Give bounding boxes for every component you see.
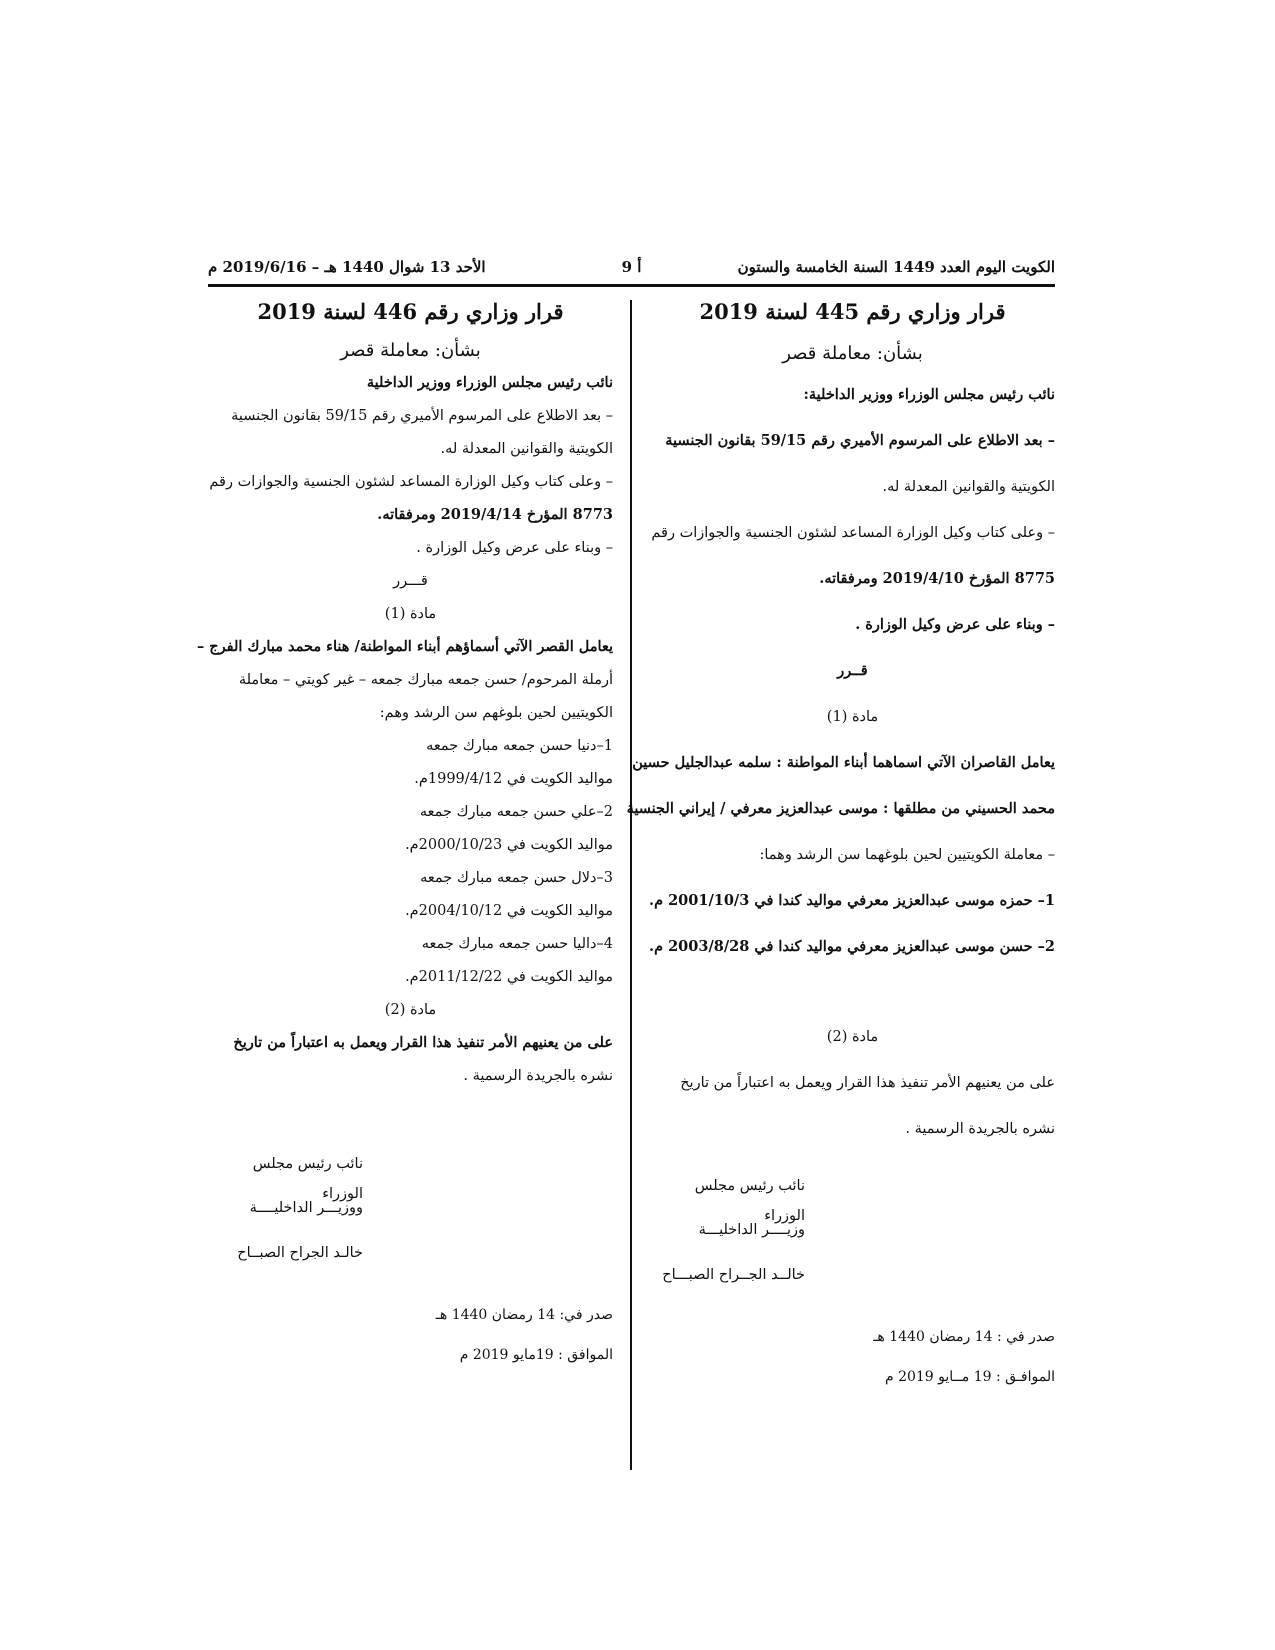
child-birth: مواليد الكويت في 2004/10/12م. (405, 903, 613, 919)
article-2-line: على من يعنيهم الأمر تنفيذ هذا القرار ويعمل به اعتباراً من تاريخ (233, 1034, 613, 1051)
preamble-line: 8775 المؤرخ 2019/4/10 ومرفقاته. (819, 570, 1055, 587)
decision-title: قرار وزاري رقم 446 لسنة 2019 (257, 299, 564, 324)
page-number: أ 9 (621, 258, 642, 276)
child-name: 4–داليا حسن جمعه مبارك جمعه (421, 936, 613, 952)
issued-gregorian: الموافق : 19مايو 2019 م (459, 1346, 613, 1363)
decided-heading: قـــرر (393, 573, 428, 589)
article-2-label: مادة (2) (826, 1029, 879, 1045)
child-birth: مواليد الكويت في 1999/4/12م. (414, 771, 613, 787)
signature-block (650, 1171, 1055, 1290)
issued-hijri: صدر في : 14 رمضان 1440 هـ (873, 1328, 1055, 1345)
decision-445 (626, 296, 1055, 1404)
issued-gregorian: الموافـق : 19 مــايو 2019 م (884, 1368, 1055, 1385)
issue-date-block (650, 1324, 1055, 1390)
preamble-line: – وبناء على عرض وكيل الوزارة . (416, 540, 613, 556)
signature-line: ووزيـــر الداخليــــة (249, 1200, 363, 1216)
article-1-line: – معاملة الكويتيين لحين بلوغهما سن الرشد وهما: (759, 847, 1055, 863)
child-entry: 1– حمزه موسى عبدالعزيز معرفي مواليد كندا في 2001/10/3 م. (649, 892, 1055, 909)
preamble-line: 8773 المؤرخ 2019/4/14 ومرفقاته. (377, 506, 613, 523)
signature-line: وزيــــر الداخليـــة (698, 1222, 805, 1238)
child-name: 1–دنيا حسن جمعه مبارك جمعه (426, 738, 613, 754)
child-name: 2–علي حسن جمعه مبارك جمعه (419, 804, 613, 820)
preamble-line: – وبناء على عرض وكيل الوزارة . (855, 616, 1055, 633)
decision-446 (196, 296, 613, 1382)
decision-subject: بشأن: معاملة قصر (340, 340, 481, 361)
signature-block (208, 1149, 613, 1268)
child-entry: 2– حسن موسى عبدالعزيز معرفي مواليد كندا في 2003/8/28 م. (649, 938, 1055, 955)
preamble-line: – بعد الاطلاع على المرسوم الأميري رقم 59/15 بقانون الجنسية (665, 432, 1055, 449)
preamble-line: الكويتية والقوانين المعدلة له. (882, 479, 1055, 495)
gazette-issue: الكويت اليوم العدد 1449 السنة الخامسة والستون (737, 258, 1055, 276)
preamble-line: – وعلى كتاب وكيل الوزارة المساعد لشئون الجنسية والجوازات رقم (209, 474, 613, 490)
spacer (208, 1094, 613, 1134)
article-2-line: على من يعنيهم الأمر تنفيذ هذا القرار ويعمل به اعتباراً من تاريخ (680, 1075, 1055, 1091)
page-header (208, 258, 1055, 284)
column-divider (630, 300, 632, 1470)
article-1-label: مادة (1) (384, 606, 437, 622)
issuer-line: نائب رئيس مجلس الوزراء ووزير الداخلية (366, 374, 613, 391)
issue-date-block (208, 1302, 613, 1368)
article-1-label: مادة (1) (826, 709, 879, 725)
article-1-line: محمد الحسيني من مطلقها : موسى عبدالعزيز معرفي / إيراني الجنسية (626, 800, 1055, 817)
decision-title: قرار وزاري رقم 445 لسنة 2019 (699, 299, 1006, 324)
spacer (650, 974, 1055, 1018)
article-1-line: أرملة المرحوم/ حسن جمعه مبارك جمعه – غير كويتي – معاملة (238, 672, 613, 688)
header-rule (208, 284, 1055, 287)
signature-line: خالــد الجــراح الصبـــاح (662, 1266, 805, 1283)
article-1-line: يعامل القاصران الآتي اسماهما أبناء المواطنة : سلمه عبدالجليل حسين (632, 754, 1055, 771)
decision-subject: بشأن: معاملة قصر (782, 343, 923, 364)
preamble-line: – بعد الاطلاع على المرسوم الأميري رقم 59/15 بقانون الجنسية (231, 408, 613, 424)
article-1-line: يعامل القصر الآتي أسماؤهم أبناء المواطنة/ هناء محمد مبارك الفرج – (196, 638, 613, 655)
decided-heading: قــرر (837, 662, 868, 679)
preamble-line: الكويتية والقوانين المعدلة له. (440, 441, 613, 457)
article-2-label: مادة (2) (384, 1002, 437, 1018)
article-2-line: نشره بالجريدة الرسمية . (905, 1121, 1055, 1137)
signature-line: نائب رئيس مجلس الوزراء (252, 1155, 363, 1202)
child-birth: مواليد الكويت في 2000/10/23م. (405, 837, 613, 853)
signature-line: خالـد الجراح الصبــاح (237, 1244, 363, 1261)
issue-date: الأحد 13 شوال 1440 هـ – 2019/6/16 م (208, 258, 486, 276)
preamble-line: – وعلى كتاب وكيل الوزارة المساعد لشئون الجنسية والجوازات رقم (651, 525, 1055, 541)
issued-hijri: صدر في: 14 رمضان 1440 هـ (435, 1306, 613, 1323)
signature-line: نائب رئيس مجلس الوزراء (694, 1177, 805, 1224)
article-1-line: الكويتيين لحين بلوغهم سن الرشد وهم: (379, 705, 613, 721)
child-name: 3–دلال حسن جمعه مبارك جمعه (420, 870, 613, 886)
issuer-line: نائب رئيس مجلس الوزراء ووزير الداخلية: (803, 386, 1055, 403)
child-birth: مواليد الكويت في 2011/12/22م. (405, 969, 613, 985)
article-2-line: نشره بالجريدة الرسمية . (463, 1068, 613, 1084)
